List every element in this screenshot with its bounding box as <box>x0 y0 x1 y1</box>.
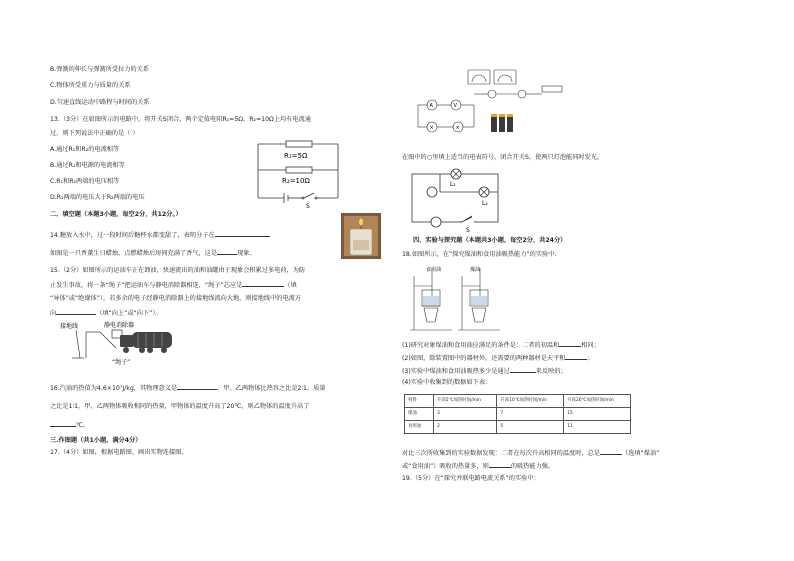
parallel-circuit-diagram <box>410 170 510 234</box>
r2-label: R₂=10Ω <box>282 177 310 185</box>
q13-option-a: A.通过R₁和R₂的电流相等 <box>50 146 120 153</box>
switch-label: S <box>306 203 310 210</box>
q15-line2: 止发生事故，将一条“绳子”把运油车与静电消除器相连，“绳子”芯应是 （填 <box>50 282 297 289</box>
table-header-cell: 升高5℃加热时间/min <box>434 395 497 408</box>
scented-candle-image <box>341 213 381 259</box>
section-4-heading: 四、实验与探究题（本题共3小题，每空2分，共24分） <box>413 237 567 244</box>
q13-option-b: B.通过R₁和电源的电流相等 <box>50 162 125 169</box>
q15-blank-2[interactable] <box>56 309 96 315</box>
rope-label: “绳子” <box>112 359 131 366</box>
q18-part2: (2)如图，除装置图中的器材外，还需要的两种器材是天平和 ； <box>402 355 594 362</box>
kerosene-label: 煤油 <box>470 267 481 273</box>
q18-part3: (3)实验中煤油和食用油吸热多少是通过 来反映的； <box>402 368 567 375</box>
q18-blank-3[interactable] <box>510 367 536 373</box>
q17-stem: 17.（4分）如图，根据电路图，画出实物连接图。 <box>50 449 188 456</box>
l1-label: L₁ <box>450 181 456 188</box>
q18-conclusion-line1: 对比三次所收集到的实验数据发现：二者在每次升高相同的温度时，总是 （选填“煤油” <box>402 450 660 457</box>
q17-continuation: 在图中的○里填上适当的电表符号，闭合开关S，使两只灯泡能同时发光。 <box>402 154 604 161</box>
heating-data-table <box>404 394 631 434</box>
meter-v-symbol: V <box>453 103 457 109</box>
cooking-oil-label: 食用油 <box>426 267 442 273</box>
q15-line1: 15.（2分）如图所示的运油车正在卸油，快速流出的油和油罐由于现象会积累过多电荷，为防 <box>50 267 306 274</box>
q18-part4: (4)实验中收集到的数据如下表： <box>402 379 492 386</box>
section-3-heading: 三.作图题（共1小题，满分4分） <box>50 437 142 444</box>
option-c: C.物体所受重力与质量的关系 <box>50 82 131 89</box>
table-header-cell: 升高20℃加热时间/min <box>564 395 631 408</box>
table-cell: 7 <box>497 408 564 421</box>
q16-blank-1[interactable] <box>177 384 217 390</box>
meter-a-symbol: A <box>429 103 433 109</box>
q16-line2: 之比是1∶1，甲、乙两物体吸收相同的热量，甲物体的温度升高了20℃，则乙物体的温度升高了 <box>50 403 310 410</box>
q18-blank-5[interactable] <box>489 462 511 468</box>
table-row <box>405 421 631 434</box>
section-2-heading: 二、填空题（本题3小题，每空2分，共12分。） <box>50 211 182 218</box>
oil-tanker-figure <box>60 318 210 368</box>
q19-stem: 19.（5分）在“探究并联电路电流关系”的实验中： <box>402 475 540 482</box>
q16-blank-2[interactable] <box>50 421 76 427</box>
q13-option-d: D.R₁两端的电压大于R₂两端的电压 <box>50 194 145 201</box>
q18-blank-1[interactable] <box>559 341 581 347</box>
ground-wire-label: 接地线 <box>60 323 79 330</box>
q15-blank-1[interactable] <box>242 281 284 287</box>
table-cell: 煤油 <box>405 408 434 421</box>
l2-label: L₂ <box>482 200 488 207</box>
q15-line4: 向 （填“向上”或“向下”）。 <box>50 310 162 317</box>
table-header-row <box>405 395 631 408</box>
physical-components-figure <box>416 68 566 140</box>
q13-circuit-diagram <box>248 136 348 210</box>
table-row <box>405 408 631 421</box>
q18-intro: 18.如图所示，在“探究煤油和食用油吸热能力”的实验中： <box>402 251 561 258</box>
q18-part1: (1)研究对象煤油和食用油应满足的条件是：二者的初温和 相同； <box>402 342 600 349</box>
q14-line2: 如图是一只香薰生日蜡烛，点燃蜡烛后房间充满了香气，这是 现象。 <box>50 250 256 257</box>
q14-line1: 14.糖放入水中，过一段时间后糖杯水都变甜了，表明分子在 <box>50 231 270 240</box>
q13-stem-line2: 过，则下列说法中正确的是（ ） <box>50 130 139 137</box>
q18-blank-4[interactable] <box>600 449 622 455</box>
lamp-x-symbol-2: × <box>455 125 460 131</box>
table-cell: 11 <box>564 421 631 434</box>
table-cell: 3 <box>434 408 497 421</box>
table-header-cell: 升高10℃加热时间/min <box>497 395 564 408</box>
option-b: B.弹簧的伸长与弹簧所受拉力的关系 <box>50 66 150 73</box>
table-cell: 2 <box>434 421 497 434</box>
option-d: D.匀速直线运动中路程与时间的关系 <box>50 99 150 106</box>
r1-label: R₁=5Ω <box>284 152 308 160</box>
q18-conclusion-line2: 或“食用油”）吸收的热量多，则 的吸热能力强。 <box>402 463 555 470</box>
table-cell: 食用油 <box>405 421 434 434</box>
q16-line3: ℃。 <box>50 421 89 430</box>
table-cell: 5 <box>497 421 564 434</box>
heating-apparatus-figure <box>408 262 508 334</box>
q14-blank-2[interactable] <box>217 249 237 255</box>
switch-s-label: S <box>466 227 470 234</box>
table-header-cell: 材料 <box>405 395 434 408</box>
q15-line3: “导体”或“绝缘体”），若多余的电子经静电消除器上的接地线流向大地，则接地线中的电流方 <box>50 295 302 302</box>
q13-stem-line1: 13.（3分）在如图所示的电路中，将开关S闭合，两个定值电阻R₁=5Ω、R₂=10Ω上均有电流通 <box>50 116 311 123</box>
static-eliminator-label: 静电消除器 <box>104 322 135 329</box>
lamp-x-symbol: × <box>429 125 434 131</box>
table-cell: 15 <box>564 408 631 421</box>
q16-line1: 16.汽油的热值为4.6×10⁷J/kg，其物理意义是 ，甲、乙两物体比热容之比是2∶1，质量 <box>50 385 326 392</box>
q14-blank-1[interactable] <box>215 231 270 237</box>
q13-option-c: C.R₁和R₂两端的电压相等 <box>50 178 120 185</box>
q18-blank-2[interactable] <box>565 354 587 360</box>
